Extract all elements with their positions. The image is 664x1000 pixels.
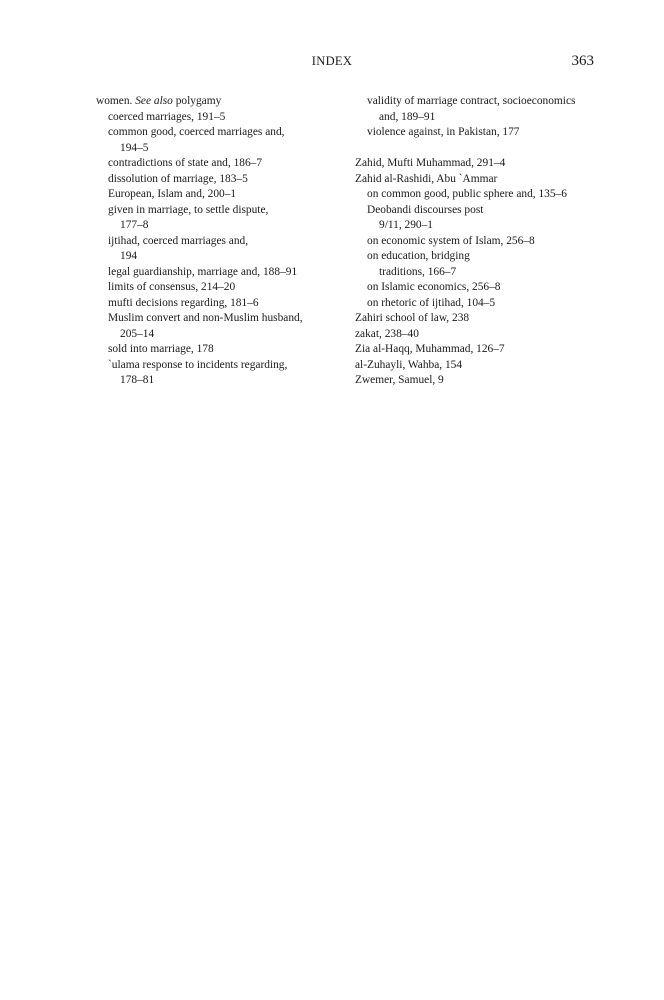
index-entry: al-Zuhayli, Wahba, 154 <box>355 358 463 371</box>
index-subentry: sold into marriage, 178 <box>108 343 214 355</box>
index-entry: Zahid, Mufti Muhammad, 291–4 <box>355 157 506 169</box>
index-subentry: 194 <box>120 250 138 262</box>
index-subentry: ijtihad, coerced marriages and, <box>108 234 249 247</box>
index-subentry: `ulama response to incidents regarding, <box>108 358 288 371</box>
index-subentry: Deobandi discourses post <box>367 203 484 216</box>
index-entry: zakat, 238–40 <box>355 327 419 340</box>
index-entry: Zwemer, Samuel, 9 <box>355 374 444 386</box>
index-subentry: on rhetoric of ijtihad, 104–5 <box>367 296 496 309</box>
index-spacer <box>355 141 617 157</box>
index-subentry: legal guardianship, marriage and, 188–91 <box>108 265 298 278</box>
index-subentry: traditions, 166–7 <box>379 265 457 278</box>
page-number: 363 <box>571 53 594 69</box>
index-column-right <box>355 94 617 389</box>
see-also-label: See also <box>135 95 173 107</box>
index-subentry: and, 189–91 <box>379 110 436 123</box>
index-subentry: violence against, in Pakistan, 177 <box>367 126 520 138</box>
running-header-title: INDEX <box>311 54 353 68</box>
index-entry <box>96 94 358 110</box>
index-entry: Zia al-Haqq, Muhammad, 126–7 <box>355 343 505 355</box>
see-also-target: polygamy <box>172 95 222 107</box>
index-subentry: dissolution of marriage, 183–5 <box>108 172 248 185</box>
index-subentry: 194–5 <box>120 141 149 154</box>
index-subentry: mufti decisions regarding, 181–6 <box>108 296 259 309</box>
index-subentry: common good, coerced marriages and, <box>108 126 285 138</box>
index-subentry: limits of consensus, 214–20 <box>108 281 236 293</box>
index-subentry: 205–14 <box>120 327 155 340</box>
index-subentry: on Islamic economics, 256–8 <box>367 281 501 293</box>
index-subentry: coerced marriages, 191–5 <box>108 110 226 123</box>
index-subentry: 177–8 <box>120 219 149 231</box>
entry-text: women. <box>96 95 136 107</box>
index-subentry: on education, bridging <box>367 250 470 262</box>
index-entry: Zahid al-Rashidi, Abu `Ammar <box>355 172 498 185</box>
index-subentry: contradictions of state and, 186–7 <box>108 157 263 169</box>
index-subentry: validity of marriage contract, socioeconomics <box>367 95 576 107</box>
index-subentry: European, Islam and, 200–1 <box>108 188 237 200</box>
index-column-left <box>96 94 358 389</box>
index-subentry: 178–81 <box>120 374 155 386</box>
index-subentry: given in marriage, to settle dispute, <box>108 203 269 216</box>
index-subentry: Muslim convert and non-Muslim husband, <box>108 312 303 324</box>
index-subentry: on economic system of Islam, 256–8 <box>367 234 535 247</box>
index-subentry: on common good, public sphere and, 135–6 <box>367 188 567 200</box>
index-subentry: 9/11, 290–1 <box>379 219 433 231</box>
index-entry: Zahiri school of law, 238 <box>355 312 470 324</box>
